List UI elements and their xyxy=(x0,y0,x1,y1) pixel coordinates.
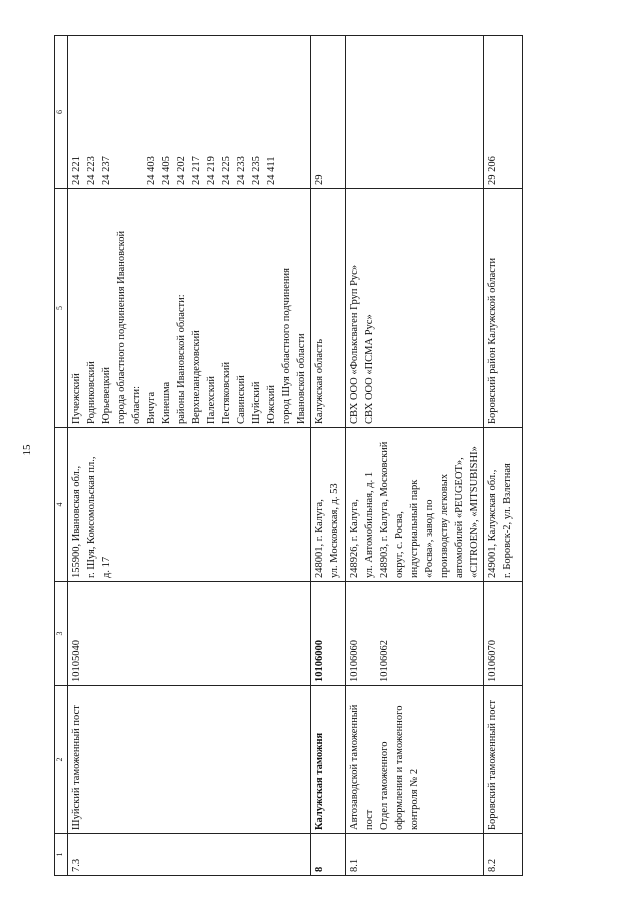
name-line: Отдел таможенного xyxy=(379,741,390,830)
address-line: 155900, Ивановская обл., xyxy=(71,465,82,578)
okato-code: 24 225 xyxy=(221,156,232,185)
post-address xyxy=(68,428,311,582)
okato-code: 24 217 xyxy=(191,156,202,185)
customs-table xyxy=(54,35,523,876)
name-line: пост xyxy=(364,809,375,830)
region-item: Палехский xyxy=(206,375,217,424)
address-line: г. Шуя, Комсомольская пл., xyxy=(86,456,97,578)
column-number: 2 xyxy=(55,686,68,834)
address-line: ул. Московская, д. 53 xyxy=(329,483,340,578)
region-item: Родниковский xyxy=(86,361,97,424)
okato-code: 24 237 xyxy=(101,156,112,185)
okato-code: 24 405 xyxy=(161,156,172,185)
column-number-row xyxy=(55,36,68,876)
region-list xyxy=(346,189,484,428)
region-item: Савинский xyxy=(236,375,247,424)
okato-code: 24 403 xyxy=(146,156,157,185)
post-name: Боровский таможенный пост xyxy=(484,686,523,834)
okato-code: 24 219 xyxy=(206,156,217,185)
post-code: 10106070 xyxy=(484,582,523,686)
okato-code: 29 206 xyxy=(484,36,523,189)
column-number: 1 xyxy=(55,834,68,876)
address-line: д. 17 xyxy=(101,556,112,578)
address-line: ул. Автомобильная, д. 1 xyxy=(364,471,375,578)
region-item: город Шуя областного подчинения xyxy=(281,268,292,424)
region-item: Южский xyxy=(266,385,277,424)
table-row xyxy=(311,36,346,876)
column-number: 4 xyxy=(55,428,68,582)
table-row xyxy=(346,36,484,876)
okato-code: 24 411 xyxy=(266,156,277,185)
region-item: области: xyxy=(131,385,142,424)
region-item: Кинешма xyxy=(161,381,172,424)
region-list xyxy=(68,189,311,428)
region-item: Юрьевецкий xyxy=(101,366,112,424)
okato-code: 24 223 xyxy=(86,156,97,185)
column-number: 3 xyxy=(55,582,68,686)
post-name: Шуйский таможенный пост xyxy=(68,686,311,834)
address-line: «CITROEN», «MITSUBISHI» xyxy=(469,446,480,578)
region-item: Шуйский xyxy=(251,381,262,424)
row-number: 7.3 xyxy=(68,834,311,876)
column-number: 5 xyxy=(55,189,68,428)
address-line: производству легковых xyxy=(439,473,450,578)
address-line: «Росва», завод по xyxy=(424,499,435,578)
page-number: 15 xyxy=(21,444,33,456)
table-row xyxy=(68,36,311,876)
okato-code: 24 202 xyxy=(176,156,187,185)
region-item: Ивановской области xyxy=(296,333,307,424)
name-line: контроля № 2 xyxy=(409,768,420,830)
region-item: районы Ивановской области: xyxy=(176,294,187,424)
name-line: оформления и таможенного xyxy=(394,705,405,830)
row-number: 8.1 xyxy=(346,834,484,876)
region-item: Вичуга xyxy=(146,391,157,424)
okato-code xyxy=(129,39,144,185)
address-line: 248903, г. Калуга, Московский xyxy=(379,441,390,578)
post-name: Калужская таможня xyxy=(311,686,346,834)
post-code: 10106060 xyxy=(349,640,360,682)
region-list: Боровский район Калужской области xyxy=(484,189,523,428)
region-item: города областного подчинения Ивановской xyxy=(116,230,127,424)
region-item: Пучежский xyxy=(71,373,82,424)
region-item: СВХ ООО «ПСМА Рус» xyxy=(364,314,375,424)
region-item: Верхнеландеховский xyxy=(191,330,202,424)
post-code: 10106000 xyxy=(311,582,346,686)
region-item: СВХ ООО «Фольксваген Груп Рус» xyxy=(349,264,360,424)
okato-code: 24 233 xyxy=(236,156,247,185)
address-line: округ, с. Росва, xyxy=(394,511,405,578)
address-line: 248926, г. Калуга, xyxy=(349,499,360,578)
table-row xyxy=(484,36,523,876)
address-line: автомобилей «PEUGEOT», xyxy=(454,457,465,578)
post-name xyxy=(346,686,484,834)
region-list: Калужская область xyxy=(311,189,346,428)
okato-code xyxy=(346,36,484,189)
post-address xyxy=(484,428,523,582)
address-line: г. Боровск-2, ул. Взлетная xyxy=(502,463,513,578)
address-line: 248001, г. Калуга, xyxy=(314,499,325,578)
post-address xyxy=(346,428,484,582)
address-line: 249001, Калужская обл., xyxy=(487,469,498,578)
row-number: 8 xyxy=(311,834,346,876)
region-item: Пестяковский xyxy=(221,361,232,424)
post-address xyxy=(311,428,346,582)
okato-code: 29 xyxy=(311,36,346,189)
okato-code xyxy=(114,39,129,185)
rotated-page-content xyxy=(54,36,614,876)
okato-code: 24 221 xyxy=(71,156,82,185)
address-line: индустриальный парк xyxy=(409,479,420,578)
okato-list xyxy=(68,36,311,189)
post-code: 10106062 xyxy=(379,640,390,682)
row-number: 8.2 xyxy=(484,834,523,876)
post-code-cell xyxy=(346,582,484,686)
post-code: 10105040 xyxy=(68,582,311,686)
column-number: 6 xyxy=(55,36,68,189)
okato-code: 24 235 xyxy=(251,156,262,185)
name-line: Автозаводской таможенный xyxy=(349,704,360,830)
